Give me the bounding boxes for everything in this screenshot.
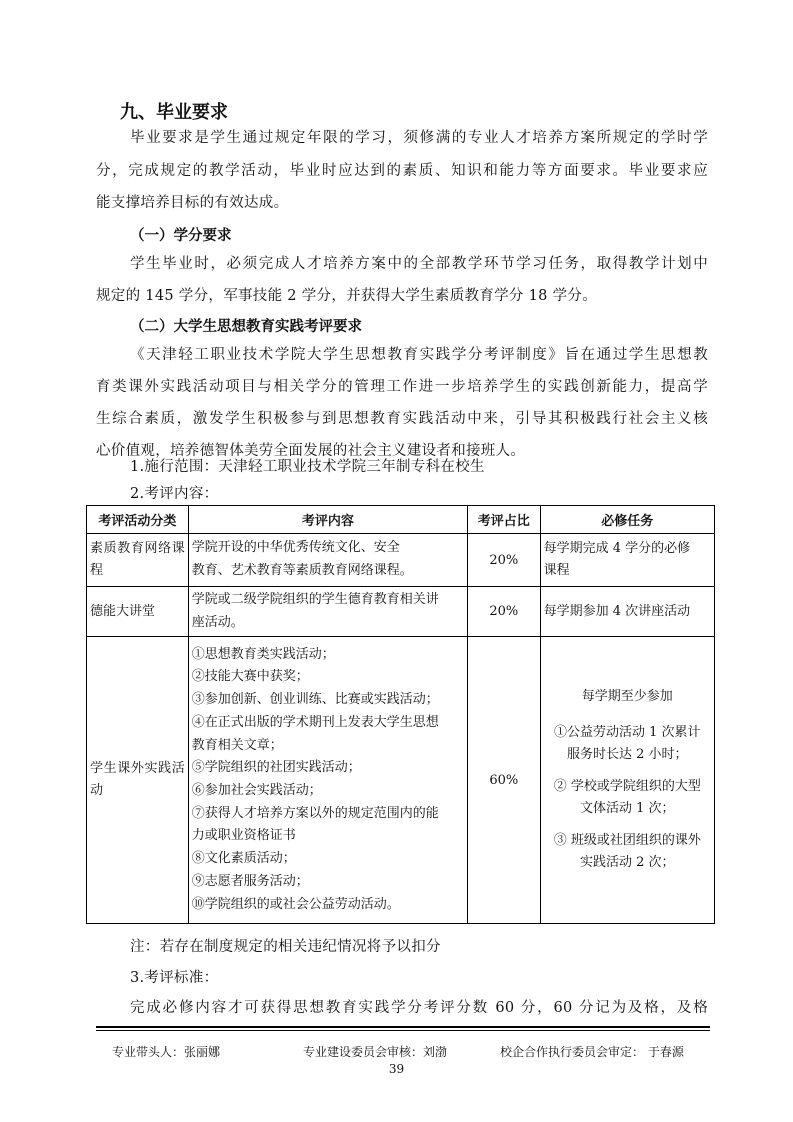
ratio-cell: 60% <box>467 637 540 924</box>
footer-rule <box>96 1026 710 1028</box>
table-row <box>87 534 715 587</box>
task-cell <box>540 637 714 924</box>
evaluation-table <box>86 505 715 924</box>
table-row <box>87 587 715 637</box>
content-line: ⑩学院组织的或社会公益劳动活动。 <box>191 896 400 912</box>
task-line: ①公益劳动活动 1 次累计 <box>554 725 701 740</box>
content-line: 力或职业资格证书 <box>191 828 296 844</box>
footer-committee: 专业建设委员会审核：刘渤 <box>303 1045 448 1059</box>
evaluation-text: 生综合素质，激发学生积极参与到思想教育实践活动中来，引导其积极践行社会主义核 <box>96 411 708 427</box>
content-line: 学院或二级学院组织的学生德育教育相关讲 <box>191 591 439 607</box>
credits-text: 学生毕业时，必须完成人才培养方案中的全部教学环节学习任务，取得教学计划中 <box>130 256 708 272</box>
standard-text: 完成必修内容才可获得思想教育实践学分考评分数 60 分，60 分记为及格，及格 <box>130 1000 708 1016</box>
table-row <box>87 637 715 924</box>
content-line: ⑤学院组织的社团实践活动； <box>191 760 361 776</box>
intro-line: 分，完成规定的教学活动，毕业时应达到的素质、知识和能力等方面要求。毕业要求应 <box>96 163 708 179</box>
table-header-row <box>87 506 715 534</box>
section-title: 九、毕业要求 <box>120 102 228 123</box>
task-line: 课程 <box>543 563 570 578</box>
content-cell <box>188 534 467 587</box>
footer-leader: 专业带头人：张丽娜 <box>112 1045 221 1059</box>
note-text: 注：若存在制度规定的相关违纪情况将予以扣分 <box>130 939 441 955</box>
table-header: 考评活动分类 <box>87 506 189 534</box>
content-line: ⑨志愿者服务活动； <box>191 873 309 889</box>
task-line: 文体活动 1 次； <box>580 801 675 816</box>
content-line: ②技能大赛中获奖； <box>191 669 309 685</box>
subsection-title-credits: （一）学分要求 <box>130 228 232 244</box>
task-line: 服务时长达 2 小时； <box>567 747 688 762</box>
ratio-cell: 20% <box>467 587 540 637</box>
content-line: 座活动。 <box>191 614 244 630</box>
content-line: ①思想教育类实践活动； <box>191 646 335 662</box>
content-line: 学院开设的中华优秀传统文化、安全 <box>191 540 400 556</box>
task-item <box>544 776 711 820</box>
content-line: 教育、艺术教育等素质教育网络课程。 <box>191 563 413 578</box>
evaluation-text: 育类课外实践活动项目与相关学分的管理工作进一步培养学生的实践创新能力，提高学 <box>96 379 708 395</box>
content-cell <box>188 587 467 637</box>
evaluation-text: 心价值观，培养德智体美劳全面发展的社会主义建设者和接班人。 <box>96 443 526 459</box>
credits-text: 规定的 145 学分，军事技能 2 学分，并获得大学生素质教育学分 18 学分。 <box>96 288 598 304</box>
task-line: 每学期参加 4 次讲座活动 <box>543 603 691 619</box>
content-line: ③参加创新、创业训练、比赛或实践活动； <box>191 692 439 708</box>
evaluation-text: 《天津轻工职业技术学院大学生思想教育实践学分考评制度》旨在通过学生思想教 <box>130 347 708 363</box>
content-label: 2.考评内容： <box>130 486 219 502</box>
task-item <box>544 722 711 766</box>
content-line: ⑥参加社会实践活动； <box>191 783 322 798</box>
intro-line: 能支撑培养目标的有效达成。 <box>96 195 289 211</box>
content-line: 教育相关文章； <box>191 737 283 753</box>
task-item <box>544 830 711 874</box>
ratio-cell: 20% <box>467 534 540 587</box>
page-number: 39 <box>388 1062 405 1076</box>
intro-line: 毕业要求是学生通过规定年限的学习，须修满的专业人才培养方案所规定的学时学 <box>130 130 708 146</box>
task-cell <box>540 587 714 637</box>
table-header: 考评占比 <box>467 506 540 534</box>
task-line: 每学期完成 4 学分的必修 <box>543 541 691 556</box>
table-header: 考评内容 <box>188 506 467 534</box>
category-cell: 学生课外实践活动 <box>87 637 189 924</box>
content-line: ⑧文化素质活动； <box>191 851 296 867</box>
content-line: ④在正式出版的学术期刊上发表大学生思想 <box>191 714 439 730</box>
task-line: 实践活动 2 次； <box>580 855 675 870</box>
task-intro: 每学期至少参加 <box>581 689 673 704</box>
footer-rule <box>96 1030 710 1031</box>
content-line: ⑦获得人才培养方案以外的规定范围内的能 <box>191 805 439 821</box>
footer-exec: 校企合作执行委员会审定： 于春源 <box>500 1045 684 1059</box>
subsection-title-evaluation: （二）大学生思想教育实践考评要求 <box>130 319 362 335</box>
task-cell <box>540 534 714 587</box>
category-cell: 素质教育网络课程 <box>87 534 189 587</box>
scope-text: 1.施行范围：天津轻工职业技术学院三年制专科在校生 <box>130 459 485 475</box>
content-cell <box>188 637 467 924</box>
standard-label: 3.考评标准： <box>130 970 219 986</box>
category-cell: 德能大讲堂 <box>87 587 189 637</box>
table-header: 必修任务 <box>540 506 714 534</box>
task-line: ③ 班级或社团组织的课外 <box>553 833 701 848</box>
task-line: ② 学校或学院组织的大型 <box>553 779 701 794</box>
